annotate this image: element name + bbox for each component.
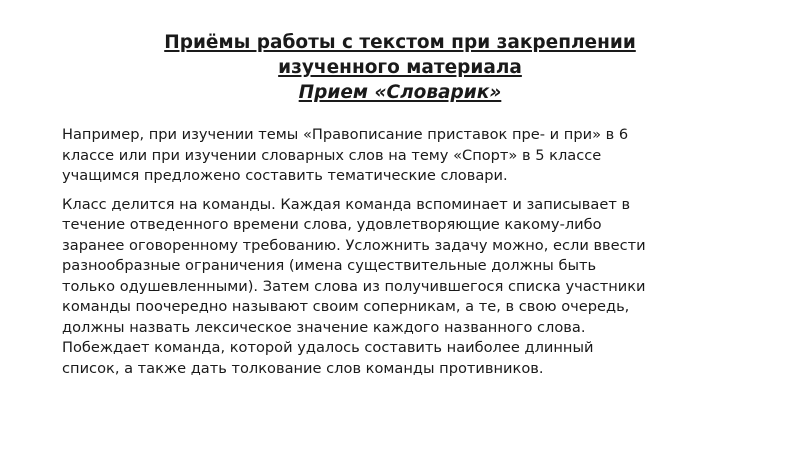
title-line-1: Приёмы работы с текстом при закреплении [164,32,636,53]
title-line-2: изученного материала [278,57,522,78]
slide-body [62,125,774,379]
paragraph-intro: Например, при изучении темы «Правописание приставок пре- и при» в 6 классе или при изучении словарных слов на тему «Спорт» в 5 классе учащимся предложено составить тематические словари. [62,126,629,184]
slide-subtitle: Прием «Словарик» [298,82,502,103]
paragraph-description: Класс делится на команды. Каждая команда вспоминает и записывает в течение отведенного времени слова, удовлетворяющие какому-либо заранее оговоренному требованию. Усложнить задачу можно, если ввести разнообразные ограничения (имена существительные должны быть только одушевленными). Затем слова из получившегося списка участники команды поочередно называют своим соперникам, а те, в свою очередь, должны назвать лексическое значение каждого названного слова. Побеждает команда, которой удалось составить наиболее длинный список, а также дать толкование слов команды противников. [62,195,646,377]
slide-title [60,30,740,105]
